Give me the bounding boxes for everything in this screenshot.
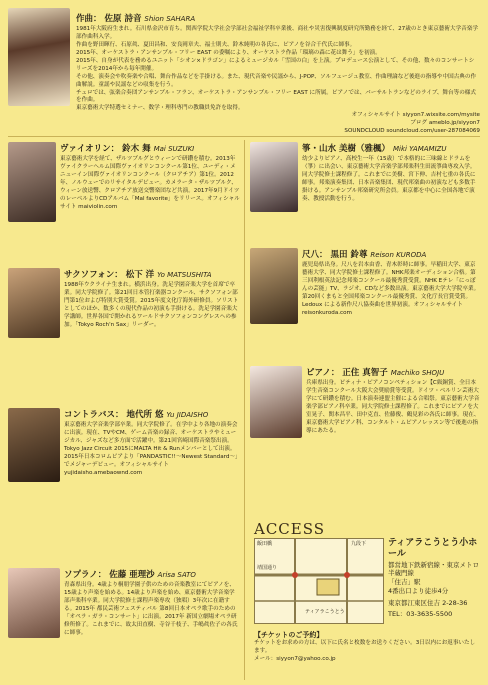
sax-photo — [8, 268, 60, 338]
column-divider — [244, 140, 245, 680]
composer-bio-line: 2015年、自身が代表を務めるユニット「シオン×ドラゴン」によるミュージカル「雪国の白」を上演。プロデュース公演として、その他、数々のコンサートシリーズを2014年から毎年開催。 — [76, 57, 475, 72]
violin-heading: ヴァイオリン： 鈴木 舞 Mai SUZUKI — [60, 144, 195, 154]
composer-name: 佐原 詩音 — [104, 14, 142, 24]
shakuhachi-section — [302, 248, 480, 318]
sax-name: 松下 洋 — [125, 270, 155, 280]
composer-bio-line: 作曲を野田暉行、石原眞、夏田昌和、安良岡章夫、福士則夫、鈴木純明の各氏に、ピアノを谷合千代氏に師事。 — [76, 41, 356, 48]
piano-name: 正住 真智子 — [342, 368, 388, 378]
sax-role: サクソフォン — [64, 270, 115, 280]
official-site-link[interactable]: オフィシャルサイト siyyon7.wixsite.com/mysite — [351, 112, 480, 118]
sax-heading: サクソフォン： 松下 洋 Yo MATSUSHITA — [64, 270, 212, 280]
shakuhachi-bio: 鹿児島県出身。尺八を岩本由香、青木彰時に師事。早稲田大学、東京藝術大学、同大学院修士課程修了。NHK邦楽オーディション合格。第三回利根英法記念邦楽コンクール最優秀賞受賞。NHK Eテレ「にっぽんの芸能」TV、ラジオ、CDなど多数出演。東京藝術大学大学院卒業。第20回くまもと全国邦楽コンクール最優秀賞、文化庁長官賞受賞。Ledoux による新作尺八協奏曲を世界初演。オフィシャルサイト reisonkuroda.com — [302, 262, 480, 316]
ticket-title: 【チケットのご予約】 — [254, 631, 324, 639]
ticket-line: チケットをお求めの方は、以下に氏名と枚数をお送りください。3日以内にお返事いたします。 — [254, 640, 476, 654]
composer-bio — [76, 26, 478, 113]
violin-bio: 東京藝術大学を経て、ザルツブルグとウィーンで研鑽を積む。2013年ヴァイクラーヘルム国際ヴァイオリンコンクール第1位、ユーディ・メニューイン国際ヴァイオリンコンクール（クロアチア）第1位。2012年、ノルウェーでのリサイタルデビュー。カメラータ・ザルツブルク、ウィーン放送響、クロアチア放送交響楽団など共演。2017年9月ドイツのレーベルよりCDアルバム「Mal favorite」をリリース。オフィシャルサイト maiviolin.com — [60, 156, 240, 210]
venue-line: 都営地下鉄新宿線・東京メトロ半蔵門線 — [388, 560, 479, 578]
contrabass-name-en: Yu JIDAISHO — [166, 411, 209, 419]
blog-link[interactable]: ブログ ameblo.jp/siyyon7 — [410, 119, 480, 126]
composer-bio-line: 東京藝術大学特選セミナー、数学・理科専門の教職員免許を取得。 — [76, 105, 244, 112]
shakuhachi-role: 尺八 — [302, 250, 320, 260]
violin-name-en: Mai SUZUKI — [153, 145, 195, 153]
composer-section — [76, 12, 478, 113]
sax-name-en: Yo MATSUSHITA — [157, 271, 212, 279]
contrabass-name: 地代所 悠 — [126, 410, 164, 420]
contrabass-heading: コントラバス： 地代所 悠 Yu JIDAISHO — [64, 410, 209, 420]
map-label: 飯田橋 — [257, 541, 273, 547]
composer-bio-line: 1981年大阪府生まれ。石川県金沢市育ち。関西学院大学社会学部社会福祉学科卒業後、商社や災害復興制度研究所勤務を経て、27歳のとき東京藝術大学音楽学部作曲科入学。 — [76, 26, 478, 40]
shakuhachi-name: 黒田 鈴尊 — [330, 250, 368, 260]
violin-section — [60, 142, 240, 212]
venue-name: ティアラこうとう小ホール — [388, 538, 478, 560]
composer-name-en: Shion SAHARA — [144, 15, 196, 23]
contrabass-role: コントラバス — [64, 410, 116, 420]
access-title: ACCESS — [254, 520, 326, 538]
map-label: 靖国通り — [257, 565, 278, 571]
soprano-bio: 青森県出身。4歳より桐朋学園子供のための音楽教室にてピアノを、15歳より声楽を始める。14歳より声楽を始め、東京藝術大学音楽学部声楽科卒業。同大学院修士課程声楽専攻（独唱）3年次に在籍する。2015年 都民芸術フェスティバル 第8回日本オペラ歌手のための「オペラ・ガラ・コンサート」に出演。2017年 新国立劇場オペラ研修所修了。これまでに、故太田直樹、寺谷千枝子、手嶋眞佐子の各氏に師事。 — [64, 582, 238, 636]
section-divider — [8, 136, 480, 137]
ticket-section — [254, 630, 480, 663]
piano-photo — [250, 366, 302, 438]
violin-role: ヴァイオリン — [60, 144, 111, 154]
ticket-email[interactable]: メール：siyyon7@yahoo.co.jp — [254, 655, 336, 662]
composer-bio-line: 2015年、オーケストラ・アンサンブル・フリー EAST の委嘱により、オーケストラ作品「瑠璃の森に花は舞う」を初演。 — [76, 49, 381, 56]
soprano-section — [64, 568, 240, 638]
venue-address: 東京都江東区住吉 2-28-36 — [388, 598, 468, 607]
contrabass-photo — [8, 408, 60, 482]
soprano-photo — [8, 568, 60, 638]
map-label: 九段下 — [351, 541, 367, 547]
koto-name-en: Miki YAMAMIZU — [392, 145, 447, 153]
koto-bio: 幼少よりピアノ、高校生一年（15歳）で本格的に三味線とドラムを（箏）に出会い、東京藝術大学音楽学部邦楽科生田流箏曲専攻入学。同大学院修士課程修了。これまでに美樹、宮下伸、吉村七重の各氏に師事。邦楽演奏集団、日本音楽集団、現代邦楽曲の初演なども多数手掛ける。アンサンブル邦楽研究所会員。東京都を中心に全国各地で演奏、教授活動を行う。 — [302, 156, 476, 202]
venue-tel: TEL：03-3635-5500 — [388, 610, 453, 619]
map-label: ティアラこうとう — [305, 609, 345, 615]
shakuhachi-heading: 尺八： 黒田 鈴尊 Reison KURODA — [302, 250, 427, 260]
sax-bio: 1988年ウクライナ生まれ。横浜出身。洗足学園音楽大学を首席で卒業。同大学院修了。第21回日本管打楽器コンクール、サクソフォン部門第1位および特別大賞受賞。2015年度文化庁海外研修員。ソリストとしてのほか、数多くの現代作品の初演も手掛ける。洗足学園音楽大学講師。世界各国で開かれるワールドサクソフォンコングレスへの参加。「Tokyo Roch'n Sax」リーダー。 — [64, 282, 239, 328]
koto-name: 美樹（雅楓） — [338, 144, 390, 154]
composer-links — [300, 112, 480, 135]
contrabass-section — [64, 408, 240, 478]
piano-role: ピアノ — [306, 368, 331, 378]
piano-section — [306, 366, 480, 436]
piano-bio: 兵庫県出身。ピティナ・ピアノコンペティション【C級銅賞、全日本学生音楽コンクール大阪大会奨励賞等受賞。ドイツ・ベルリン芸術大学にて研鑽を積む。日本演奏連盟主催による合唱祭。東京藝術大学音楽学部ピアノ科卒業。同大学院修士課程修了。これまでにピアノを大室晃子、関本昌平、田中克直、佐藤俊、鶴見彩の各氏に師事。現在、東京藝術大学ピアノ科、コンタルト・ムピアノレッスン等で後進の指導にあたる。 — [306, 380, 480, 434]
contrabass-bio: 東京藝術大学音楽学部卒業。同大学院修了。在学中より各地の演奏会に出演。現在、TVやCM、ゲーム音楽の録音、オーケストラやミュージカル、ジャズなど多方面で活躍中。第21回宮崎国際音楽祭出演。Tokyo Jazz Circuit 2015にMALTA Hit & Runメンバーとして出演。2015年日本コロムビアより「PANDASTIC!!〜Newest Standard〜」でメジャーデビュー。オフィシャルサイト yujidaisho.amebaownd.com — [64, 422, 238, 476]
composer-role: 作曲 — [76, 14, 94, 24]
soprano-heading: ソプラノ： 佐藤 亜理沙 Arisa SATO — [64, 570, 196, 580]
soprano-name: 佐藤 亜理沙 — [109, 570, 155, 580]
violin-name: 鈴木 舞 — [122, 144, 151, 154]
sax-section — [64, 268, 240, 330]
venue-line: 4番出口より徒歩4分 — [388, 586, 449, 595]
koto-photo — [250, 142, 298, 212]
venue-line: 「住吉」駅 — [388, 578, 421, 587]
composer-bio-line: チェロでは、弦楽合奏団アンサンブル・フラン、オーケストラ・アンサンブル・フリー EAST に所属。ピアノでは、バーサルトランなどのライブ、舞台等の様式を作曲。 — [76, 89, 476, 104]
koto-section — [302, 142, 480, 204]
koto-role: 箏・山水 — [302, 144, 337, 154]
violin-photo — [8, 142, 56, 222]
composer-bio-line: その他、演奏会や吹奏楽や合唱、舞台作品などを手掛ける。また、現代音楽や民謡から、J-POP、ソルフェージュ教室、作曲理論など後進の指導や中国古典の作曲解説。童謡や民謡などの収集を行う。 — [76, 73, 477, 88]
shakuhachi-name-en: Reison KURODA — [370, 251, 427, 259]
venue-info — [388, 538, 482, 619]
access-map — [254, 538, 384, 624]
soprano-name-en: Arisa SATO — [157, 571, 196, 579]
composer-photo — [8, 8, 70, 106]
koto-heading — [302, 142, 480, 154]
composer-heading: 作曲： 佐原 詩音 Shion SAHARA — [76, 14, 196, 24]
piano-heading: ピアノ： 正住 真智子 Machiko SHOJU — [306, 368, 445, 378]
soprano-role: ソプラノ — [64, 570, 98, 580]
shakuhachi-photo — [250, 248, 298, 324]
soundcloud-link[interactable]: SOUNDCLOUD soundcloud.com/user-287084069 — [344, 127, 480, 134]
piano-name-en: Machiko SHOJU — [390, 369, 445, 377]
